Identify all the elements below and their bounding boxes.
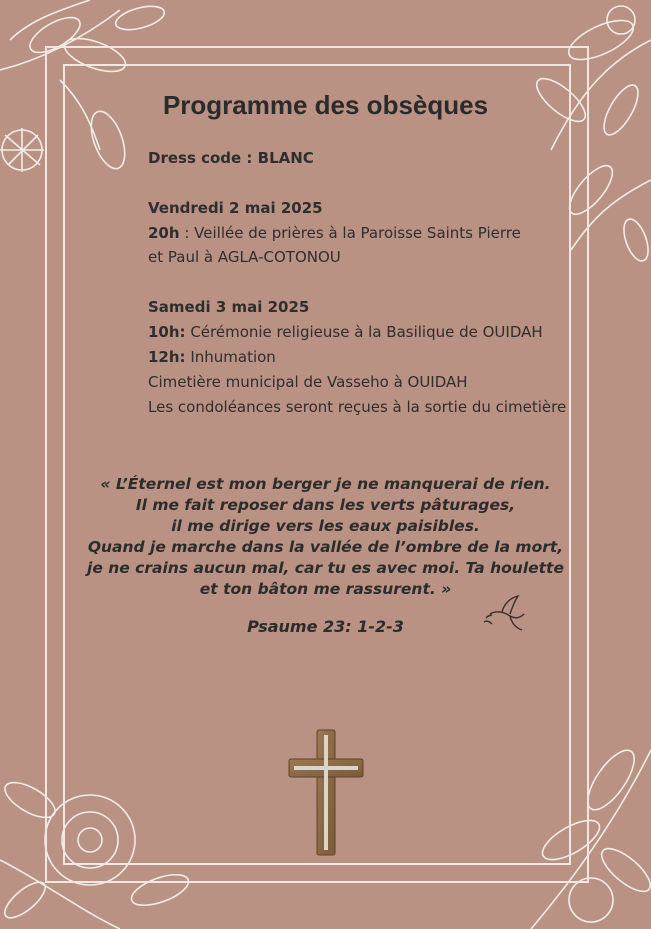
- day2-line4: Les condoléances seront reçues à la sortie du cimetière: [148, 398, 567, 416]
- dove-icon: [482, 594, 528, 634]
- quote-line: je ne crains aucun mal, car tu es avec moi. Ta houlette: [87, 559, 564, 577]
- day2-line1: [148, 322, 543, 342]
- day2-line3: Cimetière municipal de Vasseho à OUIDAH: [148, 373, 468, 391]
- quote-line: et ton bâton me rassurent. »: [199, 580, 452, 598]
- day1-date: Vendredi 2 mai 2025: [148, 199, 323, 217]
- day2-line2: [148, 347, 276, 367]
- page-title: Programme des obsèques: [162, 90, 489, 120]
- quote-line: « L’Éternel est mon berger je ne manquerai de rien.: [100, 475, 551, 493]
- dress-code: Dress code : BLANC: [148, 149, 314, 167]
- day1-event: : Veillée de prières à la Paroisse Saints Pierre: [179, 224, 521, 242]
- day2-date: Samedi 3 mai 2025: [148, 298, 310, 316]
- quote-line: il me dirige vers les eaux paisibles.: [171, 517, 480, 535]
- day1-line1: [148, 223, 521, 243]
- quote-line: Il me fait reposer dans les verts pâturages,: [135, 496, 516, 514]
- day2-time2: 12h:: [148, 348, 186, 366]
- day1-time: 20h: [148, 224, 180, 242]
- day2-event2: Inhumation: [185, 348, 276, 366]
- day2-event1: Cérémonie religieuse à la Basilique de OUIDAH: [185, 323, 543, 341]
- quote-line: Quand je marche dans la vallée de l’ombre de la mort,: [87, 538, 564, 556]
- day2-time1: 10h:: [148, 323, 186, 341]
- day1-line2: et Paul à AGLA-COTONOU: [148, 248, 341, 266]
- psalm-quote: [0, 474, 651, 600]
- psalm-reference: Psaume 23: 1-2-3: [247, 617, 404, 636]
- cross-icon: [288, 729, 364, 856]
